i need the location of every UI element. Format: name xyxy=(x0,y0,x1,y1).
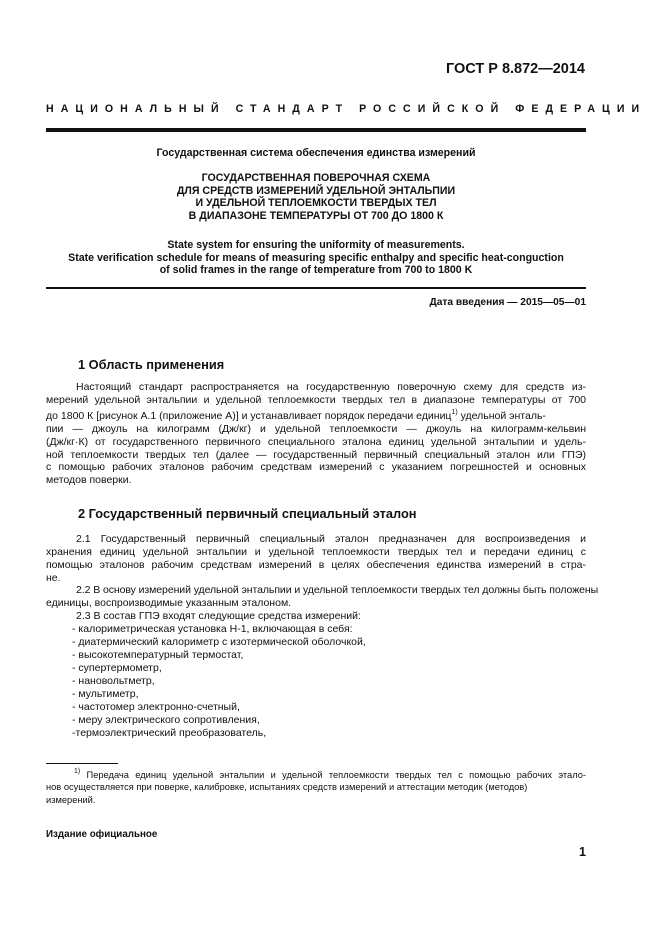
section-1-paragraph xyxy=(46,381,586,487)
list-item: -термоэлектрический преобразователь, xyxy=(72,727,267,739)
text-line: помощью эталонов рабочим средствам измерений в целях обеспечения единства измерений в стра- xyxy=(46,558,586,571)
text-line xyxy=(46,407,586,423)
footnote xyxy=(46,766,586,806)
title-en-line: of solid frames in the range of temperature from 700 to 1800 K xyxy=(159,264,473,277)
list-item: - супертермометр, xyxy=(72,662,162,674)
list-item: - частотомер электронно-счетный, xyxy=(72,701,240,713)
clause-2-3 xyxy=(46,610,586,623)
title-divider xyxy=(46,287,586,289)
section-2-heading: 2 Государственный первичный специальный эталон xyxy=(78,506,417,521)
introduction-date: Дата введения — 2015—05—01 xyxy=(429,297,586,308)
text-line: с помощью рабочих эталонов рабочим средствам измерений с указанием погрешностей и основных xyxy=(46,461,586,474)
list-item: - меру электрического сопротивления, xyxy=(72,714,260,726)
title-ru-line: ДЛЯ СРЕДСТВ ИЗМЕРЕНИЙ УДЕЛЬНОЙ ЭНТАЛЬПИИ xyxy=(176,184,456,197)
list-item: - калориметрическая установка Н-1, включающая в себя: xyxy=(72,623,353,635)
standard-type-heading: НАЦИОНАЛЬНЫЙ СТАНДАРТ РОССИЙСКОЙ ФЕДЕРАЦИИ xyxy=(46,103,647,115)
clause-2-2 xyxy=(46,584,599,610)
text-line: единицы, воспроизводимые указанным эталоном. xyxy=(46,596,292,609)
list-item: - высокотемпературный термостат, xyxy=(72,649,244,661)
text-line: хранения единиц удельной энтальпии и удельной теплоемкости твердых тел и передачи единиц с xyxy=(46,545,586,558)
document-number: ГОСТ Р 8.872—2014 xyxy=(445,61,585,77)
text-line: (Дж/кг·К) от государственного первичного специального эталона единиц удельной энтальпии и удель- xyxy=(46,435,586,448)
list-item: - мультиметр, xyxy=(72,688,139,700)
text-line: 2.3 В состав ГПЭ входят следующие средства измерений: xyxy=(76,610,361,622)
text-fragment: Передача единиц удельной энтальпии и удельной теплоемкости твердых тел с помощью рабочих этало- xyxy=(80,770,586,780)
system-name: Государственная система обеспечения единства измерений xyxy=(156,147,476,159)
document-title-en xyxy=(46,239,586,277)
text-line: пии — джоуль на килограмм (Дж/кг) и удельной теплоемкости — джоуль на килограмм-кельвин xyxy=(46,422,586,435)
text-line: мерений удельной энтальпии и удельной теплоемкости твердых тел в диапазоне температуры от 700 xyxy=(46,393,586,406)
title-ru-line: ГОСУДАРСТВЕННАЯ ПОВЕРОЧНАЯ СХЕМА xyxy=(201,172,431,184)
equipment-list xyxy=(72,623,366,740)
text-line: 2.2 В основу измерений удельной энтальпии и удельной теплоемкости твердых тел должны быть положены xyxy=(76,584,599,596)
section-1-heading: 1 Область применения xyxy=(78,357,225,372)
header-divider xyxy=(46,128,586,132)
text-line: Настоящий стандарт распространяется на государственную поверочную схему для средств из- xyxy=(76,381,586,393)
title-ru-line: И УДЕЛЬНОЙ ТЕПЛОЕМКОСТИ ТВЕРДЫХ ТЕЛ xyxy=(195,197,437,210)
list-item: - нановольтметр, xyxy=(72,675,155,687)
title-en-line: State system for ensuring the uniformity of measurements. xyxy=(167,239,465,251)
page-number: 1 xyxy=(579,845,586,859)
title-en-line: State verification schedule for means of measuring specific enthalpy and specific heat-conguction xyxy=(68,251,564,264)
list-item: - диатермический калориметр с изотермической оболочкой, xyxy=(72,636,366,648)
official-edition-label: Издание официальное xyxy=(46,829,158,840)
footnote-divider xyxy=(46,763,118,764)
footnote-line: нов осуществляется при поверке, калибровке, испытаниях средств измерений и аттестации методик (методов) xyxy=(46,782,528,793)
text-line: методов поверки. xyxy=(46,474,132,487)
text-line: 2.1 Государственный первичный специальный эталон предназначен для воспроизведения и xyxy=(76,533,586,545)
document-title-ru xyxy=(46,172,586,222)
footnote-line: измерений. xyxy=(46,794,96,805)
text-line: не. xyxy=(46,571,61,584)
text-fragment: удельной энталь- xyxy=(457,409,546,422)
clause-2-1 xyxy=(46,533,586,585)
footnote-line xyxy=(46,766,586,781)
footnote-reference[interactable]: 1) xyxy=(451,408,458,416)
footnote-marker: 1) xyxy=(74,768,81,775)
title-ru-line: В ДИАПАЗОНЕ ТЕМПЕРАТУРЫ ОТ 700 ДО 1800 К xyxy=(188,209,444,222)
text-fragment: до 1800 К [рисунок А.1 (приложение А)] и устанавливает порядок передачи единиц xyxy=(46,409,452,422)
text-line: ной теплоемкости твердых тел (далее — государственный первичный специальный эталон или ГПЭ) xyxy=(46,448,586,461)
